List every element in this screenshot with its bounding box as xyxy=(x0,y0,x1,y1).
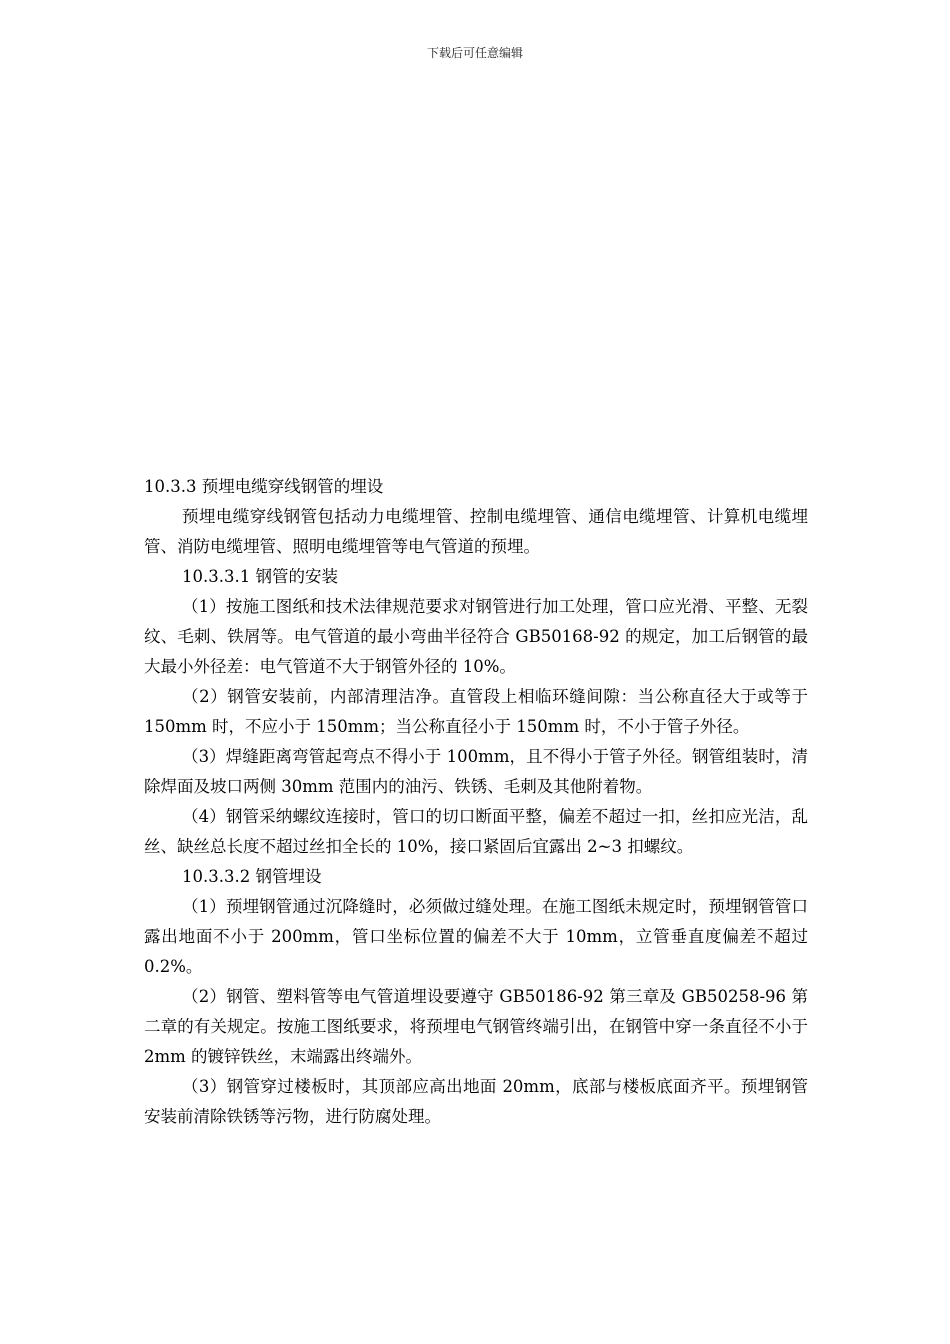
paragraph-item: （2）钢管安装前，内部清理洁净。直管段上相临环缝间隙：当公称直径大于或等于 150mm 时，不应小于 150mm；当公称直径小于 150mm 时，不小于管子外径。 xyxy=(144,687,808,736)
document-body xyxy=(144,472,808,1132)
section-heading: 10.3.3 预埋电缆穿线钢管的埋设 xyxy=(144,477,384,496)
paragraph-item: （1）按施工图纸和技术法律规范要求对钢管进行加工处理，管口应光滑、平整、无裂纹、毛刺、铁屑等。电气管道的最小弯曲半径符合 GB50168-92 的规定，加工后钢管的最大最小外径差：电气管道不大于钢管外径的 10%。 xyxy=(144,597,808,676)
section-intro: 预埋电缆穿线钢管包括动力电缆埋管、控制电缆埋管、通信电缆埋管、计算机电缆埋管、消防电缆埋管、照明电缆埋管等电气管道的预埋。 xyxy=(144,507,808,556)
paragraph-item: （3）焊缝距离弯管起弯点不得小于 100mm，且不得小于管子外径。钢管组装时，清除焊面及坡口两侧 30mm 范围内的油污、铁锈、毛刺及其他附着物。 xyxy=(144,747,808,796)
page-header: 下载后可任意编辑 xyxy=(426,46,523,60)
subsection-title-install: 10.3.3.1 钢管的安装 xyxy=(182,567,338,586)
paragraph-item: （2）钢管、塑料管等电气管道埋设要遵守 GB50186-92 第三章及 GB50258-96 第二章的有关规定。按施工图纸要求，将预埋电气钢管终端引出，在钢管中穿一条直径不小于 2mm 的镀锌铁丝，末端露出终端外。 xyxy=(144,987,808,1066)
paragraph-item: （3）钢管穿过楼板时，其顶部应高出地面 20mm，底部与楼板底面齐平。预埋钢管安装前清除铁锈等污物，进行防腐处理。 xyxy=(144,1077,808,1126)
paragraph-item: （4）钢管采纳螺纹连接时，管口的切口断面平整，偏差不超过一扣，丝扣应光洁，乱丝、缺丝总长度不超过丝扣全长的 10%，接口紧固后宜露出 2~3 扣螺纹。 xyxy=(144,807,808,856)
paragraph-item: （1）预埋钢管通过沉降缝时，必须做过缝处理。在施工图纸未规定时，预埋钢管管口露出地面不小于 200mm，管口坐标位置的偏差不大于 10mm，立管垂直度偏差不超过 0.2%。 xyxy=(144,897,808,976)
subsection-title-burying: 10.3.3.2 钢管埋设 xyxy=(182,867,322,886)
